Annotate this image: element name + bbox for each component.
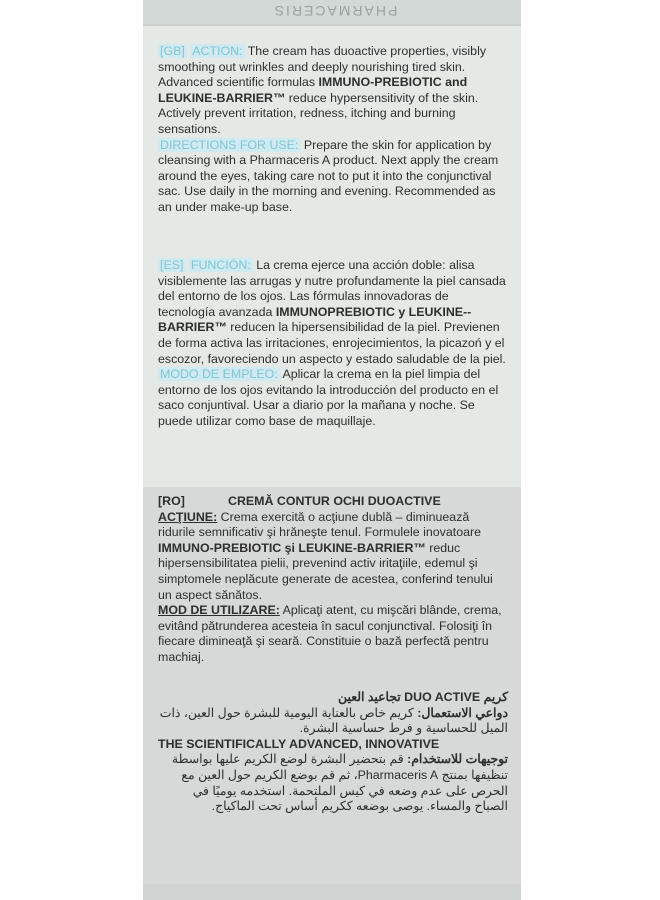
ro-title: CREMĂ CONTUR OCHI DUOACTIVE xyxy=(228,494,441,508)
ro-actiune-bold: IMMUNO-PREBIOTIC şi LEUKINE-BARRIER™ xyxy=(158,540,426,555)
section-es xyxy=(158,258,508,430)
section-ar xyxy=(158,690,508,815)
flap-brand-text: PHARMACERIS xyxy=(272,3,398,19)
es-modo-label: MODO DE EMPLEO: xyxy=(160,367,278,382)
bottom-fold xyxy=(143,884,521,900)
ro-actiune-text-2: reduc hipersensibilitatea pielii, prevenind activ iritaţiile, edemul şi simptomele neplăcute generate de acestea, conferind tenului un aspect sănătos. xyxy=(158,540,493,602)
es-funcion-text-1: La crema ejerce una acción doble: alisa visiblemente las arrugas y nutre profundamente la piel cansada del entorno de los ojos. Las fórmulas innovadoras de tecnología avanzada xyxy=(158,258,506,319)
gb-directions-text: Prepare the skin for application by cleansing with a Pharmaceris A product. Next apply the cream around the eyes, taking care not to put it into the conjunctival sac. Use daily in the morning and evening. Recommended as an under make-up base. xyxy=(158,137,499,214)
ro-mod-text: Aplicaţi atent, cu mişcări blânde, crema, evitând pătrunderea acesteia în sacul conjunctival. Folosiţi în fiecare dimineaţă şi seară. Constituie o bază perfectă pentru machiaj. xyxy=(158,603,502,664)
es-modo-text: Aplicar la crema en la piel limpia del entorno de los ojos evitando la introducción del producto en el saco conjuntival. Usar a diario por la mañana y noche. Se puede utilizar como base de maquillaje. xyxy=(158,367,499,428)
gb-action-bold: IMMUNO-PREBIOTIC and LEUKINE-BARRIER™ xyxy=(158,75,468,105)
ro-code: [RO] xyxy=(158,494,185,508)
gb-action-text-1: The cream has duoactive properties, visibly smoothing out wrinkles and deeply nourishing tired skin. Advanced scientific formulas xyxy=(158,44,487,90)
ro-title-row xyxy=(158,494,508,510)
es-funcion-text-2: reducen la hipersensibilidad de la piel. Previenen de forma activa las irritaciones, enrojecimientos, la picazoń y el escozor, favoreciendo un aspecto y estado saludable de la piel. xyxy=(158,320,506,366)
ro-actiune-text-1: Crema exercită o acţiune dublă – diminuează ridurile semnificativ şi hrăneşte tenul. Formulele inovatoare xyxy=(158,509,481,540)
section-gb xyxy=(158,44,508,216)
es-funcion-bold: IMMUNOPREBIOTIC y LEUKINE--BARRIER™ xyxy=(158,304,472,335)
ar-line1-label: دواعي الاستعمال: xyxy=(417,705,508,720)
ar-en-tagline: THE SCIENTIFICALLY ADVANCED, INNOVATIVE xyxy=(158,736,440,751)
ro-mod-label: MOD DE UTILIZARE: xyxy=(158,603,280,618)
ar-line2-text: قم بتحضير البشرة لوضع الكريم عليها بواسطة تنظيفها بمنتج Pharmaceris A، ثم قم بوضع الكريم حول العين مع الحرص على عدم وضعه في كيس الملتحمة. استخدمه يوميًا في الصباح والمساء. يوصى بوضعه ككريم أساس تحت الماكياج. xyxy=(171,752,508,814)
flap-divider xyxy=(143,24,521,26)
gb-action-label: ACTION: xyxy=(192,44,243,58)
es-code: [ES] xyxy=(160,258,184,272)
ar-title: كريم DUO ACTIVE تجاعيد العين xyxy=(338,690,508,704)
gb-directions-label: DIRECTIONS FOR USE: xyxy=(160,137,299,152)
ar-line2-label: توجيهات للاستخدام: xyxy=(407,752,508,767)
ar-line1-text: كريم خاص بالعناية اليومية للبشرة حول العين، ذات الميل للحساسية و فرط حساسية البشرة. xyxy=(159,705,508,736)
gb-action-text-2: reduce hypersensitivity of the skin. Actively prevent irritation, redness, itching and burning sensations. xyxy=(158,90,479,136)
ro-actiune-label: ACŢIUNE: xyxy=(158,509,218,524)
es-funcion-label: FUNCIÓN: xyxy=(190,258,251,272)
section-ro xyxy=(158,494,508,666)
gb-code: [GB] xyxy=(160,44,185,58)
